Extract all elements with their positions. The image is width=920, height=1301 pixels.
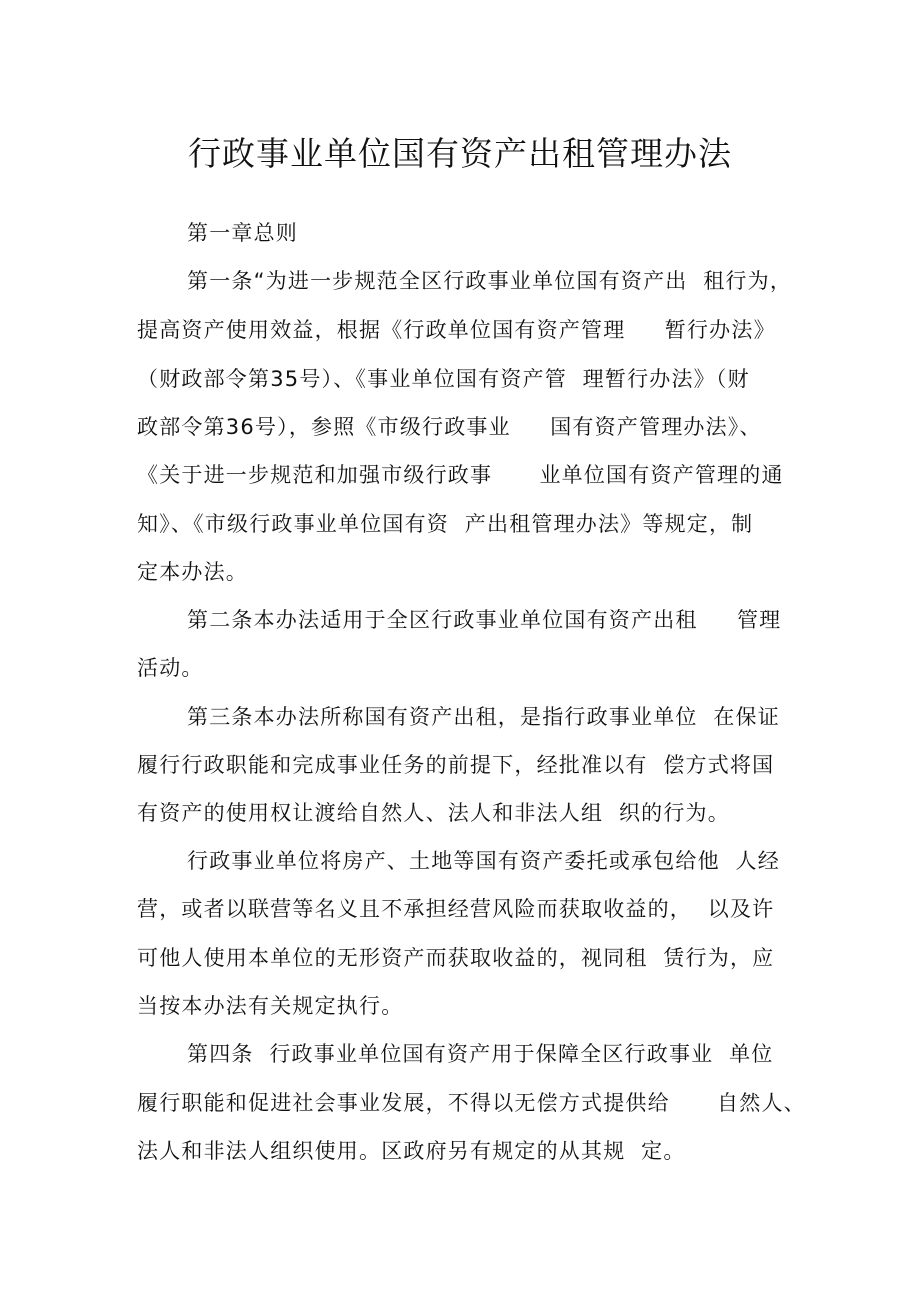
article-4-line: 履行职能和促进社会事业发展，不得以无偿方式提供给 自然人、 [137, 1091, 806, 1115]
article-1-line: 知》、《市级行政事业单位国有资 产出租管理办法》等规定，制 [137, 512, 754, 536]
article-3-paragraph-line: 可他人使用本单位的无形资产而获取收益的，视同租 赁行为，应 [137, 946, 775, 970]
article-3-line: 履行行政职能和完成事业任务的前提下，经批准以有 偿方式将国 [137, 753, 775, 777]
article-1-line: 提高资产使用效益，根据《行政单位国有资产管理 暂行办法》 [137, 318, 776, 342]
chapter-heading: 第一章总则 [187, 221, 298, 245]
article-3-paragraph-line: 行政事业单位将房产、土地等国有资产委托或承包给他 人经 [187, 849, 780, 873]
article-1-line: 第一条“为进一步规范全区行政事业单位国有资产出 租行为， [187, 269, 793, 293]
article-4-line: 法人和非法人组织使用。区政府另有规定的从其规 定。 [137, 1139, 686, 1163]
article-3-paragraph-line: 当按本办法有关规定执行。 [137, 994, 404, 1018]
article-3-line: 有资产的使用权让渡给自然人、法人和非法人组 织的行为。 [137, 801, 730, 825]
article-1-line: 政部令第36号），参照《市级行政事业 国有资产管理办法》、 [137, 415, 762, 439]
article-2-line: 活动。 [137, 656, 204, 680]
article-1-line: 《关于进一步规范和加强市级行政事 业单位国有资产管理的通 [137, 463, 784, 487]
article-1-line: （财政部令第35号）、《事业单位国有资产管 理暂行办法》（财 [137, 367, 750, 391]
document-title: 行政事业单位国有资产出租管理办法 [188, 134, 732, 173]
article-1-line: 定本办法。 [137, 560, 248, 584]
article-2-line: 第二条本办法适用于全区行政事业单位国有资产出租 管理 [187, 608, 782, 632]
article-4-line: 第四条 行政事业单位国有资产用于保障全区行政事业 单位 [187, 1042, 774, 1066]
article-3-paragraph-line: 营，或者以联营等名义且不承担经营风险而获取收益的， 以及许 [137, 897, 775, 921]
article-3-line: 第三条本办法所称国有资产出租，是指行政事业单位 在保证 [187, 705, 780, 729]
